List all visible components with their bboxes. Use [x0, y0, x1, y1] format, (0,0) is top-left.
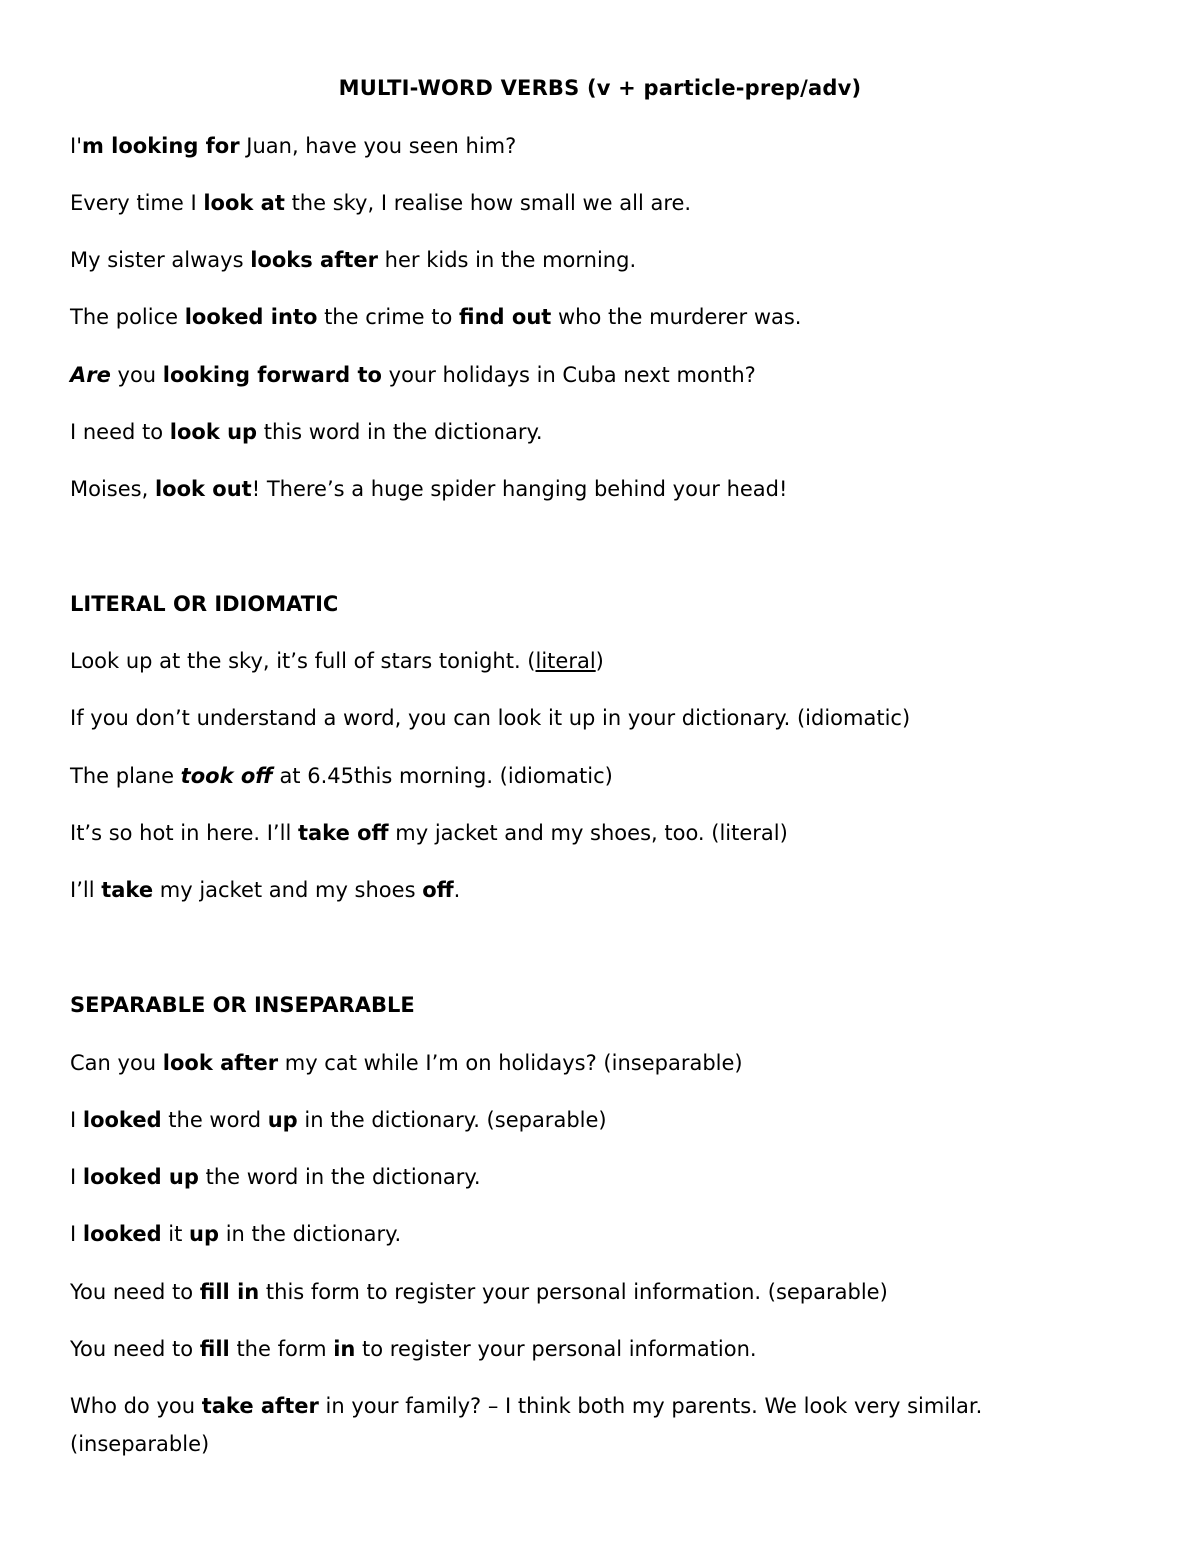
example-sentence — [70, 757, 1150, 795]
sentence-text: The police — [70, 305, 185, 329]
example-sentence — [70, 1158, 1150, 1196]
sentence-text: I need to — [70, 420, 170, 444]
sentence-text: ! There’s a huge spider hanging behind your head! — [251, 477, 788, 501]
sentence-text: her kids in the morning. — [377, 248, 637, 272]
section-heading-separable-inseparable: SEPARABLE OR INSEPARABLE — [70, 993, 415, 1017]
section-heading-literal-idiomatic: LITERAL OR IDIOMATIC — [70, 592, 339, 616]
multi-word-verb: looked — [82, 1222, 162, 1246]
sentence-text: at 6.45this morning. (idiomatic) — [272, 764, 613, 788]
sentence-text: My sister always — [70, 248, 251, 272]
example-sentence — [70, 699, 1150, 737]
multi-word-verb: looked up — [82, 1165, 199, 1189]
example-sentence — [70, 871, 1150, 909]
sentence-text: the sky, I realise how small we all are. — [284, 191, 692, 215]
multi-word-verb: look up — [169, 420, 258, 444]
sentence-text: it — [161, 1222, 190, 1246]
sentence-text: your holidays in Cuba next month? — [381, 363, 756, 387]
sentence-text: Look up at the sky, it’s full of stars tonight. ( — [70, 649, 536, 673]
example-sentence — [70, 1387, 1070, 1463]
multi-word-verb: find out — [459, 305, 552, 329]
sentence-text: I — [70, 1165, 83, 1189]
multi-word-verb: fill in — [199, 1280, 260, 1304]
sentence-text: my jacket and my shoes, too. (literal) — [388, 821, 788, 845]
sentence-text: I’ll — [70, 878, 102, 902]
multi-word-verb: take after — [201, 1394, 319, 1418]
sentence-text: Moises, — [70, 477, 155, 501]
sentence-text: I' — [70, 134, 82, 158]
example-sentence — [70, 642, 1150, 680]
sentence-text: this form to register your personal information. (separable) — [259, 1280, 888, 1304]
multi-word-verb: looked into — [184, 305, 318, 329]
example-sentence — [70, 1273, 1150, 1311]
page-title: MULTI-WORD VERBS (v + particle-prep/adv) — [338, 76, 862, 100]
sentence-text: Can you — [70, 1051, 163, 1075]
sentence-text: . — [453, 878, 461, 902]
sentence-text: my cat while I’m on holidays? (inseparable) — [278, 1051, 743, 1075]
multi-word-verb: look at — [203, 191, 285, 215]
example-sentence — [70, 1215, 1150, 1253]
sentence-text: the crime to — [317, 305, 460, 329]
sentence-text: You need to — [70, 1337, 200, 1361]
multi-word-verb: m looking for — [81, 134, 240, 158]
sentence-text: The plane — [70, 764, 181, 788]
multi-word-verb: up — [267, 1108, 298, 1132]
example-sentence — [70, 241, 1150, 279]
sentence-text: ) — [595, 649, 604, 673]
multi-word-verb: in — [333, 1337, 356, 1361]
sentence-text: It’s so hot in here. I’ll — [70, 821, 298, 845]
sentence-text: You need to — [70, 1280, 200, 1304]
multi-word-verb: off — [422, 878, 454, 902]
sentence-text: you — [110, 363, 163, 387]
sentence-text: in the dictionary. (separable) — [297, 1108, 607, 1132]
underlined-label: literal — [535, 649, 596, 673]
multi-word-verb: looks after — [250, 248, 378, 272]
example-sentence — [70, 298, 1150, 336]
multi-word-verb: take — [101, 878, 154, 902]
sentence-text: who the murderer was. — [551, 305, 802, 329]
example-sentence — [70, 1044, 1150, 1082]
multi-word-verb: take off — [297, 821, 389, 845]
sentence-text: the word in the dictionary. — [198, 1165, 481, 1189]
sentence-text: in your family? – I think both my parents. We look very similar. (inseparable) — [70, 1394, 983, 1456]
sentence-text: I — [70, 1108, 83, 1132]
multi-word-verb: up — [189, 1222, 220, 1246]
sentence-text: Juan, have you seen him? — [239, 134, 517, 158]
multi-word-verb: look out — [154, 477, 252, 501]
example-sentence — [70, 184, 1150, 222]
multi-word-verb: took off — [180, 764, 273, 788]
example-sentence — [70, 814, 1150, 852]
sentence-text: this word in the dictionary. — [257, 420, 543, 444]
sentence-text: the word — [161, 1108, 268, 1132]
multi-word-verb: look after — [162, 1051, 279, 1075]
sentence-text: the form — [229, 1337, 334, 1361]
example-sentence — [70, 356, 1150, 394]
example-sentence — [70, 413, 1150, 451]
example-sentence — [70, 127, 1150, 165]
sentence-text: I — [70, 1222, 83, 1246]
sentence-text: If you don’t understand a word, you can look it up in your dictionary. (idiomatic) — [70, 706, 911, 730]
multi-word-verb: looked — [82, 1108, 162, 1132]
example-sentence — [70, 470, 1150, 508]
sentence-text: Every time I — [70, 191, 204, 215]
multi-word-verb: looking forward to — [162, 363, 382, 387]
multi-word-verb: fill — [199, 1337, 230, 1361]
sentence-text: to register your personal information. — [355, 1337, 757, 1361]
sentence-text: Who do you — [70, 1394, 202, 1418]
sentence-text: in the dictionary. — [219, 1222, 402, 1246]
sentence-text: my jacket and my shoes — [153, 878, 423, 902]
example-sentence — [70, 1101, 1150, 1139]
example-sentence — [70, 1330, 1150, 1368]
auxiliary-verb: Are — [70, 363, 111, 387]
